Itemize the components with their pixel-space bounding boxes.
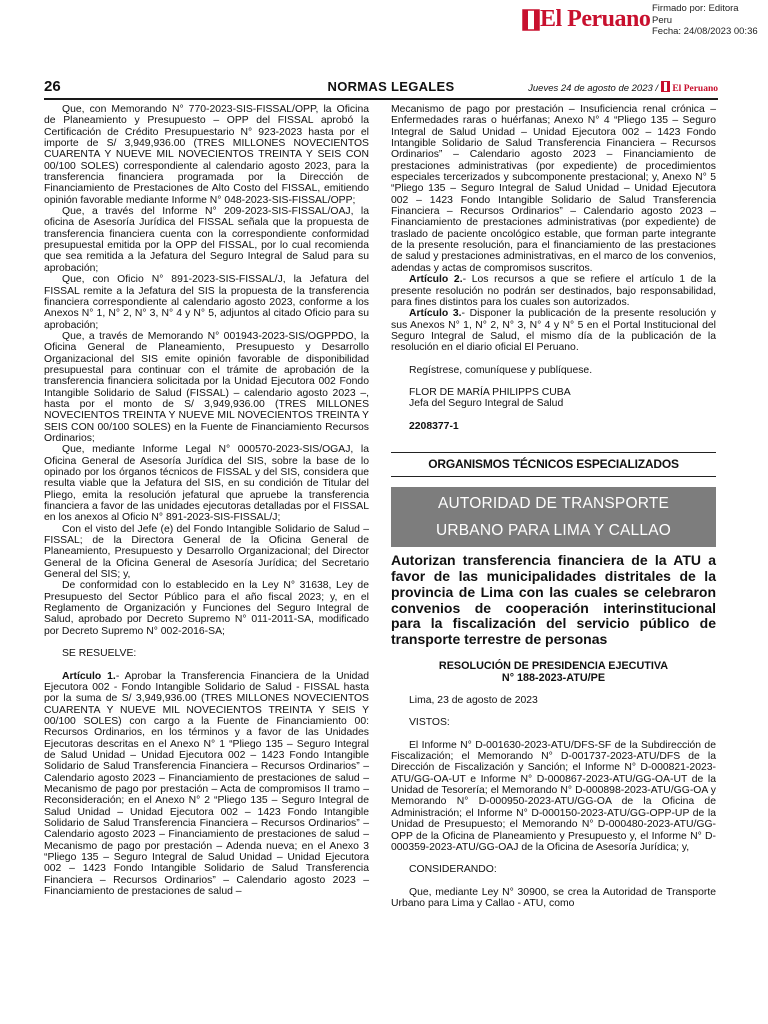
publication-code: 2208377-1 [409,420,459,432]
header-brand: El Peruano [672,84,718,94]
entity-name-line: AUTORIDAD DE TRANSPORTE [437,495,670,513]
article-text: - Los recursos a que se refiere el artículo 1 de la presente resolución no podrán ser destinados, bajo responsabilidad, para fines distintos para los cuales son autorizados. [391,274,716,308]
headline: Autorizan transferencia financiera de la ATU a favor de las municipalidades distritales de la provincia de Lima con las cuales se celebraron convenios de cooperación interinstitucional para la fiscalización del servicio público de transporte terrestre de personas [391,552,716,648]
peru-shield-icon [522,9,540,31]
article-3 [391,308,716,353]
article-text: - Aprobar la Transferencia Financiera de la Unidad Ejecutora 002 - Fondo Intangible Solidario de Salud - FISSAL hasta por la suma de S/ 3,949,936.00 (TRES MILLONES NOVECIENTOS CUARENTA Y NUEVE MIL NOVECIENTOS TREINTA Y SEIS Y 00/100 SOLES) con cargo a la Fuente de Financiamiento 00: Recursos Ordinarios, en los términos y a favor de las Unidades Ejecutoras descritas en el Anexo N° 1 “Pliego 135 – Seguro Integral de Salud Unidad – Unidad Ejecutora 002 – 1423 Fondo Intangible Solidario de Salud Transferencia Financiera – Recursos Ordinarios” – Calendario agosto 2023 – Financiamiento de prestaciones de salud – Mecanismo de pago por prestación – Acta de compromisos II tramo – Reconsideración; en el Anexo N° 2 “Pliego 135 – Seguro Integral de Salud Unidad – Unidad Ejecutora 002 – 1423 Fondo Intangible Solidario de Salud Transferencia Financiera – Recursos Ordinarios” – Calendario agosto 2023 – Financiamiento de prestaciones de salud – Mecanismo de pago por prestación – Adenda nueva; en el Anexo 3 “Pliego 135 – Seguro Integral de Salud Unidad – Unidad Ejecutora 002 – 1423 Fondo Intangible Solidario de Salud Transferencia Financiera – Recursos Ordinarios” – Calendario agosto 2023 – Financiamiento de prestaciones de salud – [44,670,369,898]
resolution-title [391,660,716,684]
signer-title: Jefa del Seguro Integral de Salud [409,398,564,410]
paragraph: Que, con Memorando N° 770-2023-SIS-FISSAL/OPP, la Oficina de Planeamiento y Presupuesto – OPP del FISSAL aprobó la Certificación de Crédito Presupuestario N° 923-2023 hasta por el importe de S/ 3,949,936.00 (TRES MILLONES NOVECIENTOS CUARENTA Y NUEVE MIL NOVECIENTOS TREINTA Y SEIS CON 00/100 SOLES) correspondiente al calendario agosto 2023, para la transferencia financiera programada por la Dirección de Financiamiento de Prestaciones de Alto Costo del FISSAL, emitiendo opinión favorable mediante Informe N° 048-2023-SIS-FISSAL/OPP; [44,104,369,206]
considerando-heading: CONSIDERANDO: [409,864,497,876]
entity-banner [391,487,716,547]
signature-line: Peru [652,14,673,26]
issue-date-text: Jueves 24 de agosto de 2023 / [528,83,659,94]
paragraph: Que, con Oficio N° 891-2023-SIS-FISSAL/J, la Jefatura del FISSAL remite a la Jefatura del SIS la propuesta de la transferencia financiera correspondiente al calendario agosto 2023, conforme a los Anexos N° 1, N° 2, N° 3, N° 4 y N° 5, adjuntos al citado Oficio para su aprobación; [44,274,369,331]
signature-line: Fecha: 24/08/2023 00:36 [652,26,758,37]
issue-date [528,81,718,94]
section-banner: ORGANISMOS TÉCNICOS ESPECIALIZADOS [391,453,716,477]
article-label: Artículo 2. [409,274,463,286]
closing-formula: Regístrese, comuníquese y publíquese. [409,364,593,376]
vistos-heading: VISTOS: [409,717,450,729]
paragraph: El Informe N° D-001630-2023-ATU/DFS-SF de la Subdirección de Fiscalización; el Memorando N° D-001737-2023-ATU/DFS de la Dirección de Fiscalización y Sanción; el Informe N° D-000821-2023-ATU/GG-OA-UT e Informe N° D-000867-2023-ATU/GG-OA-UT de la Unidad de Tesorería; el Memorando N° D-000898-2023-ATU/GG-OA y Memorando N° D-000950-2023-ATU/GG-OA de la Oficina de Administración; el Informe N° D-000150-2023-ATU/GG-OPP-UP de la Unidad de Presupuesto; el Memorando N° D-000480-2023-ATU/GG-OPP de la Oficina de Planeamiento y Presupuesto y, el Informe N° D-000359-2023-ATU/GG-OAJ de la Oficina de Asesoría Jurídica; y, [391,739,716,853]
digital-signature [652,3,758,38]
entity-name-line: URBANO PARA LIMA Y CALLAO [435,522,671,540]
page-header [44,76,718,100]
paragraph: Que, mediante Informe Legal N° 000570-2023-SIS/OGAJ, la Oficina General de Asesoría Jurídica del SIS, sobre la base de lo opinado por los órganos técnicos de FISSAL y del SIS, considera que resulta viable que la Jefatura del SIS, en su condición de Titular del Pliego, emita la resolución jefatural que apruebe la transferencia financiera a favor de las unidades ejecutoras detalladas por el FISSAL en los anexos al Oficio N° 891-2023-SIS-FISSAL/J; [44,444,369,524]
resolution-title-line: RESOLUCIÓN DE PRESIDENCIA EJECUTIVA [438,660,669,673]
article-2 [391,274,716,308]
page-number: 26 [44,78,61,95]
place-date: Lima, 23 de agosto de 2023 [409,695,538,707]
paragraph: Mecanismo de pago por prestación – Insuficiencia renal crónica – Enfermedades raras o huérfanas; Anexo N° 4 “Pliego 135 – Seguro Integral de Salud Unidad – Unidad Ejecutora 002 – 1423 Fondo Intangible Solidario de Salud Transferencia Financiera – Recursos Ordinarios” – Calendario agosto 2023 – Financiamiento de prestaciones administrativas (por expediente) de procedimientos especiales tercerizados y subcomponente prestacional; y, Anexo N° 5 “Pliego 135 – Seguro Integral de Salud Unidad – Unidad Ejecutora 002 – 1423 Fondo Intangible Solidario de Salud Transferencia Financiera – Recursos Ordinarios” – Calendario agosto 2023 – Financiamiento de prestaciones administrativas (por expediente) de traslado de paciente oncológico estable, que forman parte integrante de la presente resolución, para el financiamiento de las prestaciones de salud y prestaciones administrativas, en el marco de los convenios, adendas y actas de compromisos suscritos. [391,104,716,274]
paragraph: Que, mediante Ley N° 30900, se crea la Autoridad de Transporte Urbano para Lima y Callao - ATU, como [391,886,716,909]
peru-shield-icon [661,81,670,92]
resolution-number: N° 188-2023-ATU/PE [501,672,606,685]
masthead [0,0,768,40]
paragraph: Con el visto del Jefe (e) del Fondo Intangible Solidario de Salud – FISSAL; de la Directora General de la Oficina General de Planeamiento, Presupuesto y Desarrollo Organizacional; del Director General de la Oficina General de Asesoría Jurídica; del Secretario General del SIS; y, [44,523,369,581]
section-title: NORMAS LEGALES [327,79,455,94]
resolve-heading: SE RESUELVE: [62,648,137,660]
paragraph: De conformidad con lo establecido en la Ley N° 31638, Ley de Presupuesto del Sector Público para el año fiscal 2023; y, en el Reglamento de Organización y Funciones del Seguro Integral de Salud, aprobado por Decreto Supremo N° 011-2011-SA, modificado por Decreto Supremo N° 002-2016-SA; [44,580,369,637]
paragraph: Que, a través del Informe N° 209-2023-SIS-FISSAL/OAJ, la oficina de Asesoría Jurídica del FISSAL señala que la propuesta de transferencia financiera cuenta con la correspondiente conformidad presupuestal emitida por la OPP del FISSAL, por lo cual recomienda que sea remitida a la Jefatura del Seguro Integral de Salud para su aprobación; [44,206,369,274]
right-column [391,104,716,909]
signature-line: Firmado por: Editora [652,3,739,14]
signer-name: FLOR DE MARÍA PHILIPPS CUBA [409,386,571,398]
article-text: - Disponer la publicación de la presente resolución y sus Anexos N° 1, N° 2, N° 3, N° 4 y N° 5 en el Portal Institucional del Seguro Integral de Salud, el mismo día de la publicación de la resolución en el diario oficial El Peruano. [391,308,716,354]
article-label: Artículo 3. [409,308,462,320]
paragraph: Que, a través de Memorando N° 001943-2023-SIS/OGPPDO, la Oficina General de Planeamiento, Presupuesto y Desarrollo Organizacional del SIS emite opinión favorable de disponibilidad presupuestal para continuar con el trámite de aprobación de la transferencia financiera solicitada por la Unidad Ejecutora 002 Fondo Intangible Solidario de Salud (FISSAL) – calendario agosto 2023 –, hasta por el monto de S/ 3,949,936.00 (TRES MILLONES NOVECIENTOS TREINTA Y NUEVE MIL NOVECIENTOS TREINTA Y SEIS CON 00/100 SOLES) en la Fuente de Financiamiento Recursos Ordinarios; [44,330,369,444]
article-label: Artículo 1. [62,670,116,682]
el-peruano-logo: El Peruano [540,6,651,32]
left-column [44,104,369,897]
article-1 [44,671,369,898]
